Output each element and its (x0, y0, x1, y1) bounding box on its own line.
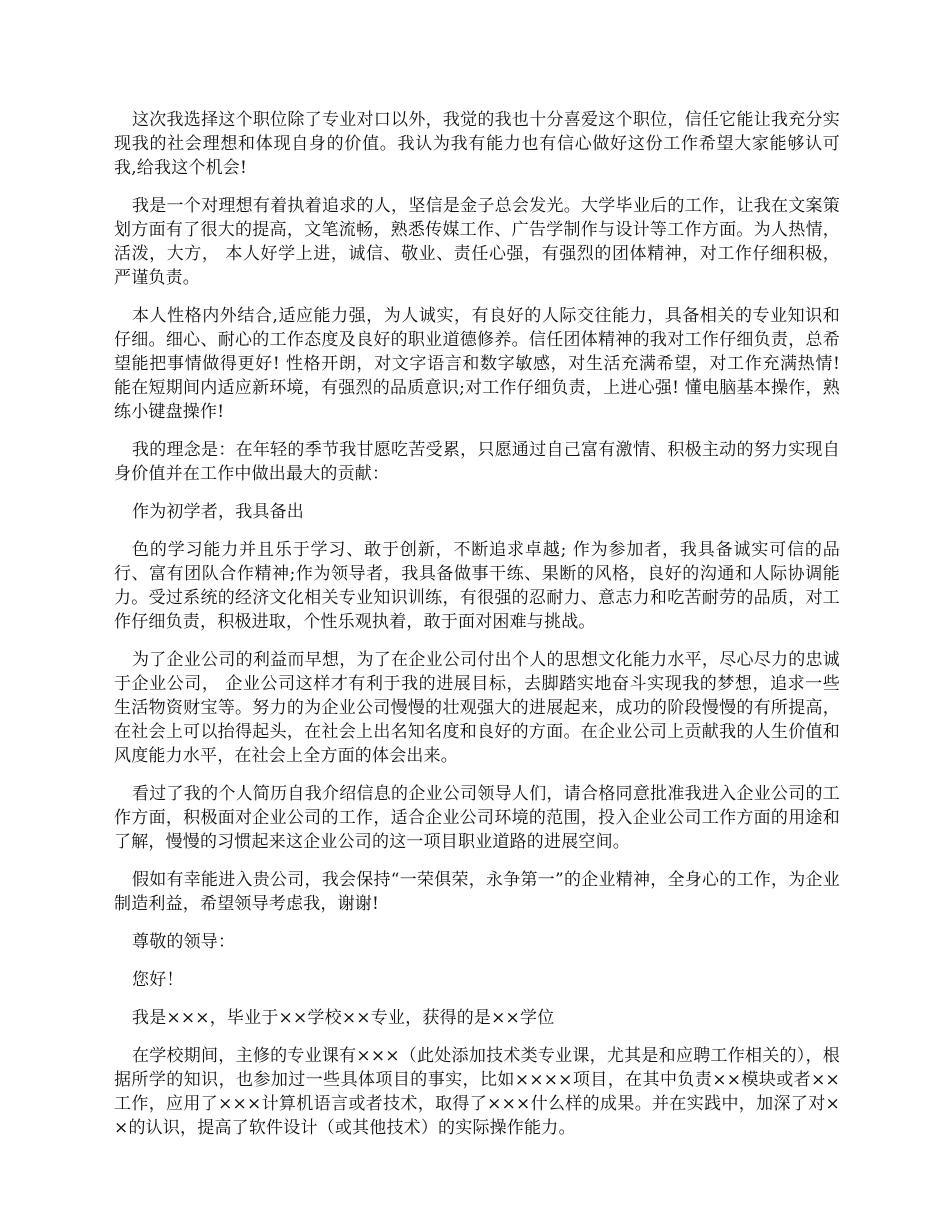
paragraph-8: 看过了我的个人简历自我介绍信息的企业公司领导人们，请合格同意批准我进入企业公司的工作方面，积极面对企业公司的工作，适合企业公司环境的范围，投入企业公司工作方面的用途和了解，慢慢的习惯起来这企业公司的这一项目职业道路的进展空间。 (114, 784, 840, 852)
paragraph-1: 这次我选择这个职位除了专业对口以外，我觉的我也十分喜爱这个职位，信任它能让我充分实现我的社会理想和体现自身的价值。我认为我有能力也有信心做好这份工作希望大家能够认可我,给我这个机会! (114, 110, 840, 178)
paragraph-7: 为了企业公司的利益而早想，为了在企业公司付出个人的思想文化能力水平，尽心尽力的忠诚于企业公司， 企业公司这样才有利于我的进展目标，去脚踏实地奋斗实现我的梦想，追求一些生活物资财宝等。努力的为企业公司慢慢的壮观强大的进展起来，成功的阶段慢慢的有所提高，在社会上可以抬得起头，在社会上出名知名度和良好的方面。在企业公司上贡献我的人生价值和风度能力水平，在社会上全方面的体会出来。 (114, 650, 840, 766)
paragraph-9: 假如有幸能进入贵公司，我会保持“一荣俱荣，永争第一”的企业精神，全身心的工作，为企业制造利益，希望领导考虑我，谢谢! (114, 870, 840, 914)
paragraph-3: 本人性格内外结合,适应能力强，为人诚实，有良好的人际交往能力，具备相关的专业知识和仔细。细心、耐心的工作态度及良好的职业道德修养。信任团体精神的我对工作仔细负责，总希望能把事情做得更好! 性格开朗，对文字语言和数字敏感，对生活充满希望，对工作充满热情! 能在短期间内适应新环境，有强烈的品质意识;对工作仔细负责，上进心强! 懂电脑基本操作，熟练小键盘操作! (114, 306, 840, 422)
paragraph-5: 作为初学者，我具备出 (132, 502, 304, 522)
paragraph-10: 尊敬的领导： (132, 932, 236, 952)
paragraph-12: 我是×××，毕业于××学校××专业，获得的是××学位 (132, 1008, 555, 1028)
paragraph-4: 我的理念是：在年轻的季节我甘愿吃苦受累，只愿通过自己富有激情、积极主动的努力实现自身价值并在工作中做出最大的贡献： (114, 440, 840, 484)
paragraph-11: 您好！ (132, 970, 184, 990)
paragraph-13: 在学校期间，主修的专业课有×××（此处添加技术类专业课，尤其是和应聘工作相关的），根据所学的知识，也参加过一些具体项目的事实，比如××××项目，在其中负责××模块或者××工作，应用了×××计算机语言或者技术，取得了×××什么样的成果。并在实践中，加深了对××的认识，提高了软件设计（或其他技术）的实际操作能力。 (114, 1046, 840, 1138)
paragraph-6: 色的学习能力并且乐于学习、敢于创新，不断追求卓越; 作为参加者，我具备诚实可信的品行、富有团队合作精神;作为领导者，我具备做事干练、果断的风格，良好的沟通和人际协调能力。受过系统的经济文化相关专业知识训练，有很强的忍耐力、意志力和吃苦耐劳的品质，对工作仔细负责，积极进取，个性乐观执着，敢于面对困难与挑战。 (114, 540, 840, 632)
document-body (114, 108, 840, 1154)
paragraph-2: 我是一个对理想有着执着追求的人，坚信是金子总会发光。大学毕业后的工作，让我在文案策划方面有了很大的提高，文笔流畅，熟悉传媒工作、广告学制作与设计等工作方面。为人热情，活泼，大方， 本人好学上进，诚信、敬业、责任心强，有强烈的团体精神，对工作仔细积极，严谨负责。 (114, 196, 840, 288)
